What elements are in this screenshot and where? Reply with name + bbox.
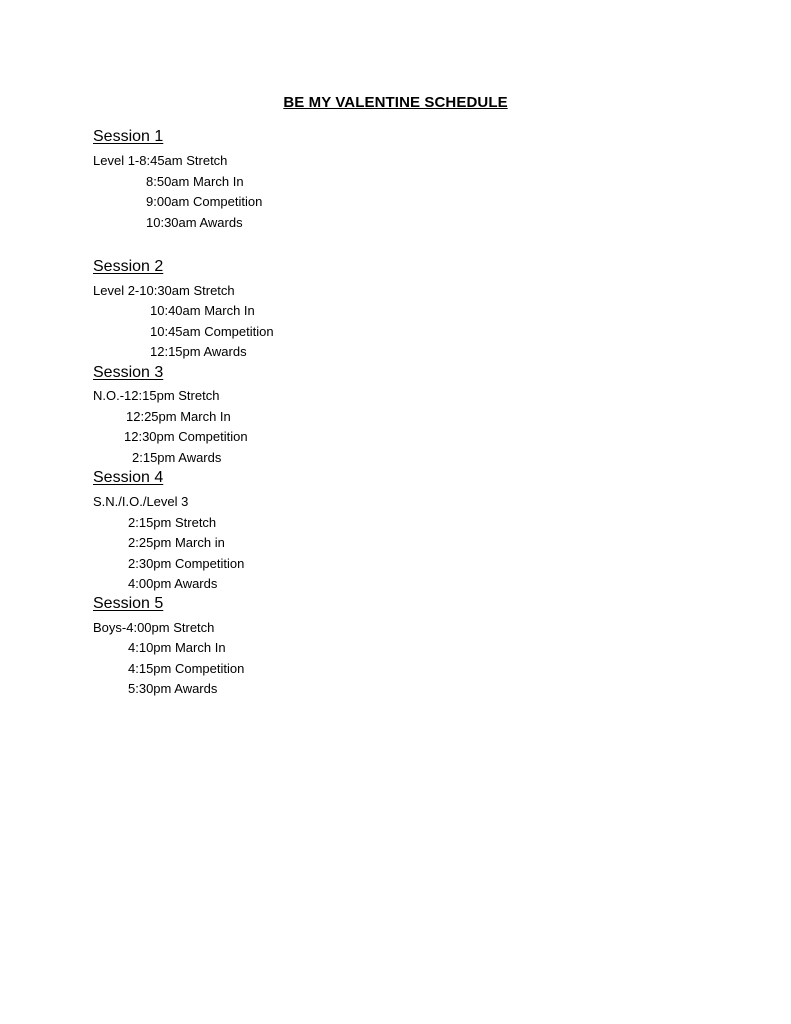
session-2-line-2: 10:40am March In bbox=[150, 303, 255, 318]
session-1-line-1: Level 1-8:45am Stretch bbox=[93, 153, 228, 168]
session-2-line-1: Level 2-10:30am Stretch bbox=[93, 283, 235, 298]
session-5-line-2: 4:10pm March In bbox=[128, 640, 226, 655]
session-4-line-4: 2:30pm Competition bbox=[128, 556, 245, 571]
session-5-heading: Session 5 bbox=[93, 595, 164, 612]
session-5-line-1: Boys-4:00pm Stretch bbox=[93, 620, 215, 635]
session-4-line-1: S.N./I.O./Level 3 bbox=[93, 494, 189, 509]
session-3-line-3: 12:30pm Competition bbox=[124, 429, 248, 444]
session-2-line-4: 12:15pm Awards bbox=[150, 344, 247, 359]
session-1-heading: Session 1 bbox=[93, 128, 164, 145]
session-1-line-4: 10:30am Awards bbox=[146, 215, 243, 230]
session-3-line-2: 12:25pm March In bbox=[126, 409, 231, 424]
session-5-line-3: 4:15pm Competition bbox=[128, 661, 245, 676]
session-4-line-2: 2:15pm Stretch bbox=[128, 515, 217, 530]
session-2-line-3: 10:45am Competition bbox=[150, 324, 274, 339]
session-2-heading: Session 2 bbox=[93, 258, 164, 275]
session-1-line-2: 8:50am March In bbox=[146, 174, 244, 189]
session-4-line-5: 4:00pm Awards bbox=[128, 576, 218, 591]
session-3-line-1: N.O.-12:15pm Stretch bbox=[93, 388, 220, 403]
session-5-line-4: 5:30pm Awards bbox=[128, 681, 218, 696]
session-4-line-3: 2:25pm March in bbox=[128, 535, 225, 550]
session-3-heading: Session 3 bbox=[93, 364, 164, 381]
document-title: BE MY VALENTINE SCHEDULE bbox=[283, 94, 508, 111]
session-3-line-4: 2:15pm Awards bbox=[132, 450, 222, 465]
session-4-heading: Session 4 bbox=[93, 469, 164, 486]
session-1-line-3: 9:00am Competition bbox=[146, 194, 263, 209]
